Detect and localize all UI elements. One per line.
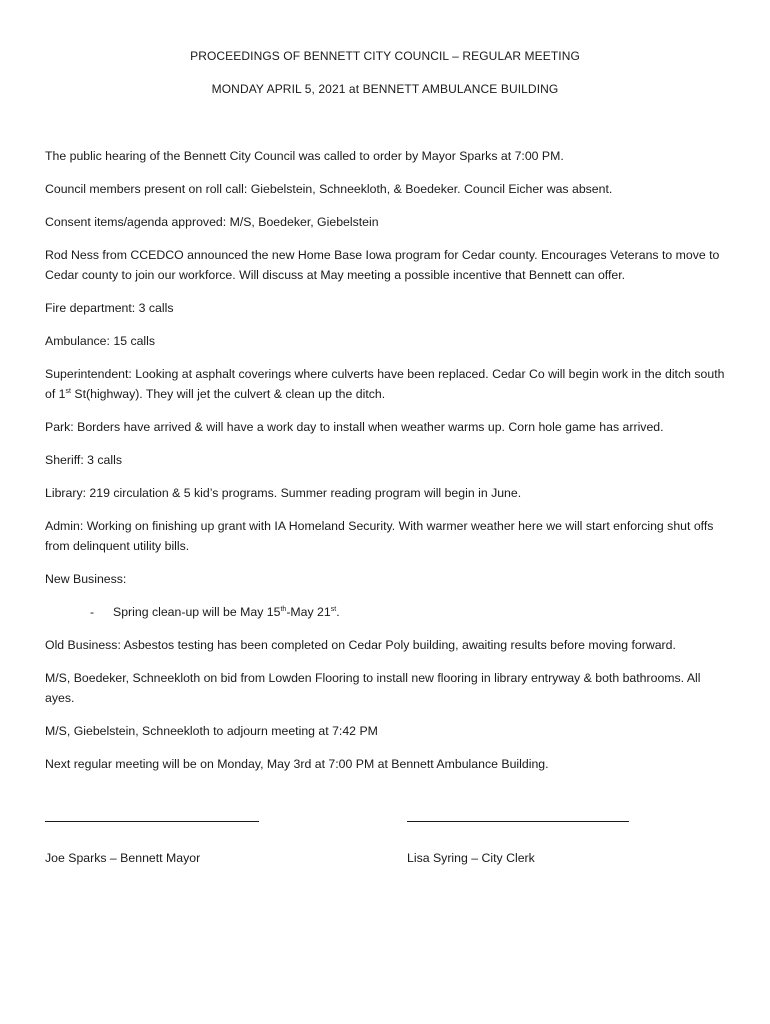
- sheriff-report: Sheriff: 3 calls: [45, 453, 123, 467]
- library-report: Library: 219 circulation & 5 kid’s programs. Summer reading program will begin in June.: [45, 486, 522, 500]
- superintendent-superscript: st: [65, 387, 71, 395]
- cleanup-superscript-a: th: [280, 605, 287, 613]
- superintendent-report: [45, 364, 725, 404]
- clerk-signature-name: Lisa Syring – City Clerk: [407, 851, 535, 865]
- fire-report: Fire department: 3 calls: [45, 301, 174, 315]
- roll-call-paragraph: Council members present on roll call: Giebelstein, Schneekloth, & Boedeker. Council Eicher was absent.: [45, 182, 613, 196]
- admin-report: Admin: Working on finishing up grant with IA Homeland Security. With warmer weather here we will start enforcing shut offs from delinquent utility bills.: [45, 519, 714, 553]
- new-business-item-text: [113, 602, 340, 622]
- old-business-paragraph: Old Business: Asbestos testing has been completed on Cedar Poly building, awaiting results before moving forward.: [45, 638, 676, 652]
- clerk-signature-line: [407, 821, 629, 822]
- cleanup-text-a: Spring clean-up will be May 15: [113, 605, 281, 619]
- next-meeting-paragraph: Next regular meeting will be on Monday, May 3rd at 7:00 PM at Bennett Ambulance Building.: [45, 757, 549, 771]
- bullet-dash: -: [90, 605, 95, 619]
- cleanup-superscript-b: st: [330, 605, 337, 613]
- ccedco-paragraph: Rod Ness from CCEDCO announced the new Home Base Iowa program for Cedar county. Encourages Veterans to move to Cedar county to join our workforce. Will discuss at May meeting a possible incentive that Bennett can offer.: [45, 248, 720, 282]
- flooring-motion-paragraph: M/S, Boedeker, Schneekloth on bid from Lowden Flooring to install new flooring in library entryway & both bathrooms. All ayes.: [45, 671, 701, 705]
- new-business-heading: New Business:: [45, 572, 127, 586]
- document-title: PROCEEDINGS OF BENNETT CITY COUNCIL – REGULAR MEETING: [190, 49, 580, 63]
- new-business-list-item: [45, 602, 725, 622]
- consent-paragraph: Consent items/agenda approved: M/S, Boedeker, Giebelstein: [45, 215, 379, 229]
- call-to-order-paragraph: The public hearing of the Bennett City Council was called to order by Mayor Sparks at 7:00 PM.: [45, 149, 564, 163]
- minutes-body: [45, 146, 725, 787]
- document-subtitle: MONDAY APRIL 5, 2021 at BENNETT AMBULANCE BUILDING: [211, 82, 559, 96]
- park-report: Park: Borders have arrived & will have a work day to install when weather warms up. Corn hole game has arrived.: [45, 420, 664, 434]
- ambulance-report: Ambulance: 15 calls: [45, 334, 156, 348]
- mayor-signature-name: Joe Sparks – Bennett Mayor: [45, 851, 201, 865]
- mayor-signature-line: [45, 821, 259, 822]
- superintendent-text-b: St(highway). They will jet the culvert & clean up the ditch.: [70, 387, 386, 401]
- cleanup-text-b: -May 21: [286, 605, 331, 619]
- cleanup-text-c: .: [336, 605, 340, 619]
- superintendent-text-a: Superintendent: Looking at asphalt coverings where culverts have been replaced. Cedar Co will begin work in the ditch south of 1: [45, 367, 725, 401]
- adjourn-paragraph: M/S, Giebelstein, Schneekloth to adjourn meeting at 7:42 PM: [45, 724, 378, 738]
